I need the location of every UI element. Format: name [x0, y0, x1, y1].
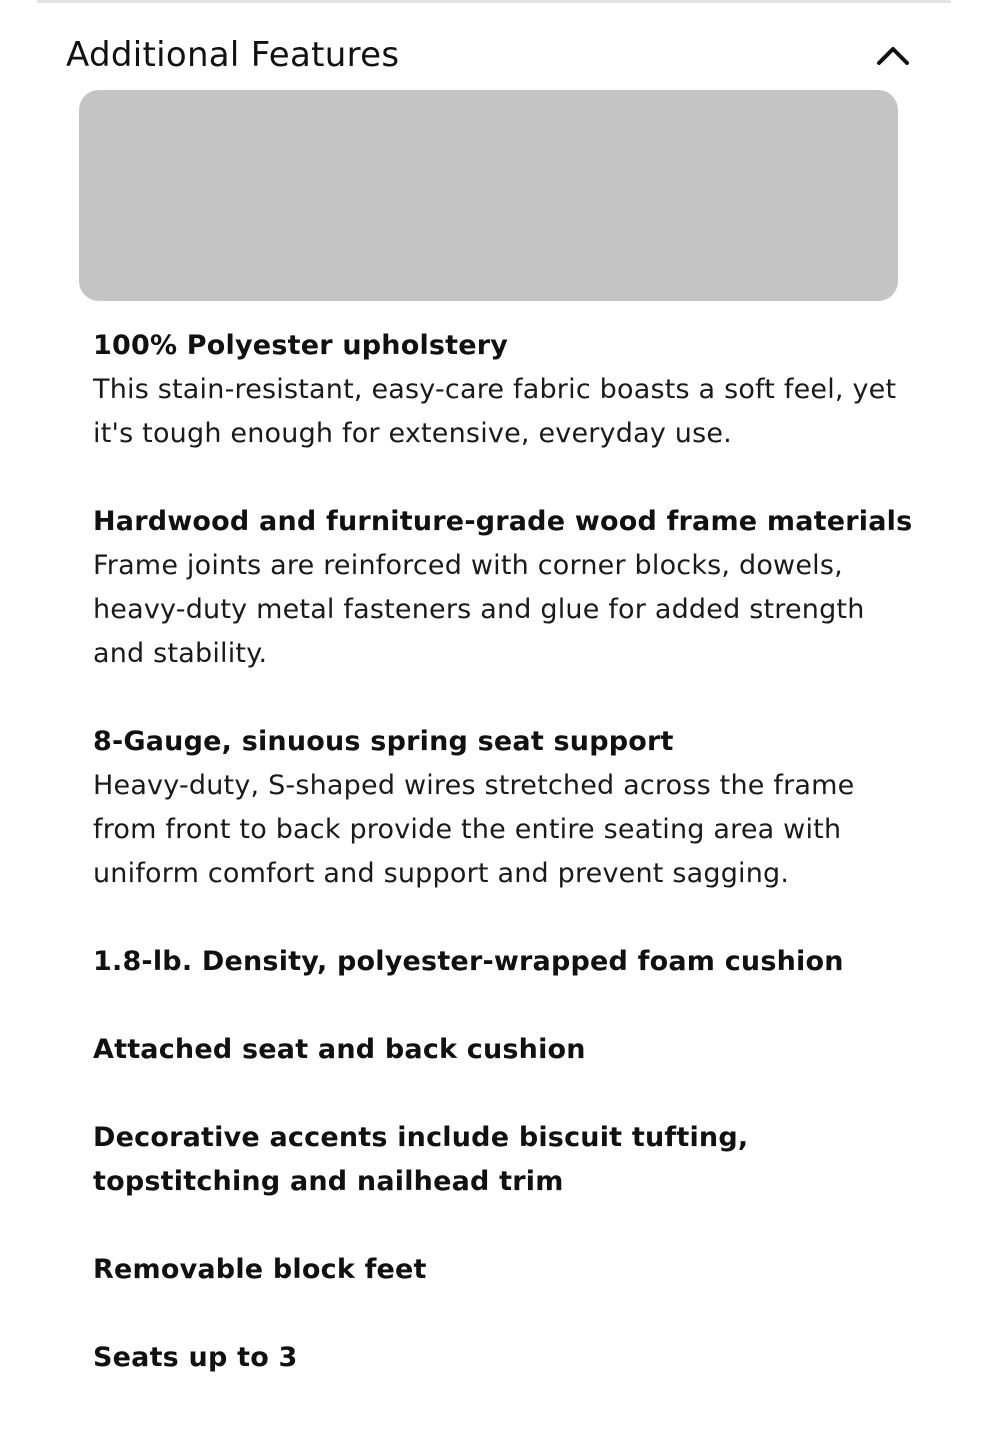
- product-image-placeholder: [79, 90, 898, 301]
- feature-title: Decorative accents include biscuit tufting, topstitching and nailhead trim: [93, 1122, 749, 1197]
- feature-title: Removable block feet: [93, 1254, 427, 1285]
- top-divider: [37, 0, 951, 3]
- features-list: [93, 324, 913, 1424]
- additional-features-accordion-header[interactable]: [66, 26, 916, 84]
- feature-item: [93, 1116, 913, 1204]
- feature-item: [93, 940, 913, 984]
- feature-title: 1.8-lb. Density, polyester-wrapped foam cushion: [93, 946, 844, 977]
- feature-title: Attached seat and back cushion: [93, 1034, 586, 1065]
- feature-description: Heavy-duty, S-shaped wires stretched across the frame from front to back provide the entire seating area with uniform comfort and support and prevent sagging.: [93, 770, 855, 889]
- feature-item: [93, 500, 913, 676]
- feature-title: Hardwood and furniture-grade wood frame materials: [93, 506, 913, 537]
- chevron-up-icon[interactable]: [874, 36, 912, 74]
- feature-description: This stain-resistant, easy-care fabric boasts a soft feel, yet it's tough enough for extensive, everyday use.: [93, 374, 897, 449]
- feature-description: Frame joints are reinforced with corner blocks, dowels, heavy-duty metal fasteners and glue for added strength and stability.: [93, 550, 865, 669]
- feature-item: [93, 324, 913, 456]
- feature-title: 100% Polyester upholstery: [93, 330, 509, 361]
- feature-item: [93, 720, 913, 896]
- feature-title: 8-Gauge, sinuous spring seat support: [93, 726, 674, 757]
- feature-title: Seats up to 3: [93, 1342, 298, 1373]
- feature-item: [93, 1336, 913, 1380]
- feature-item: [93, 1028, 913, 1072]
- feature-item: [93, 1248, 913, 1292]
- section-title: Additional Features: [66, 35, 400, 75]
